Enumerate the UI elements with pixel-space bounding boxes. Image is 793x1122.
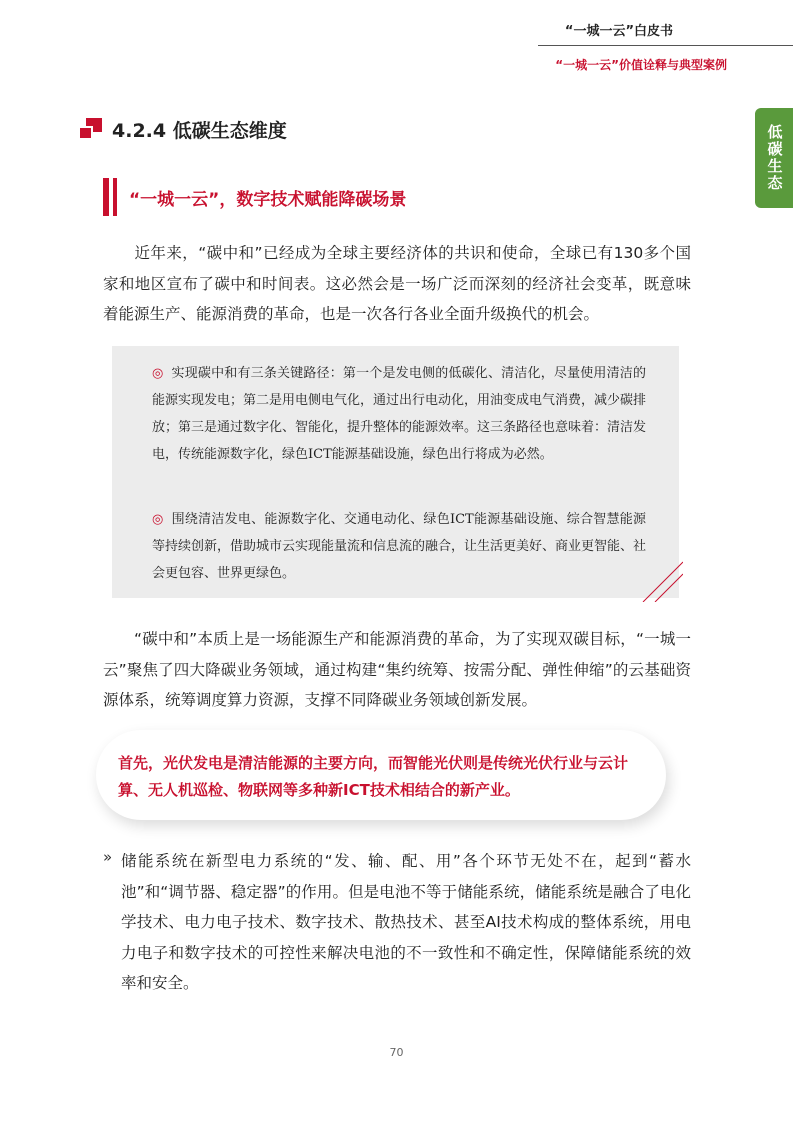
callout-item-1-text: 实现碳中和有三条关键路径：第一个是发电侧的低碳化、清洁化，尽量使用清洁的能源实现发电；第二是用电侧电气化，通过出行电动化，用油变成电气消费，减少碳排放；第三是通过数字化、智能化，提升整体的能源效率。这三条路径也意味着：清洁发电，传统能源数字化，绿色ICT能源基础设施，绿色出行将成为必然。 (152, 366, 647, 462)
header-title: “一城一云”白皮书 (564, 24, 673, 39)
header-subtitle: “一城一云”价值诠释与典型案例 (555, 58, 727, 72)
header-divider (538, 45, 793, 46)
corner-decoration-icon (639, 558, 683, 602)
bullet-circle-icon: ◎ (152, 366, 164, 381)
intro-paragraph (103, 238, 691, 330)
callout-item-1 (152, 360, 646, 468)
bullet-paragraph: 储能系统在新型电力系统的“发、输、配、用”各个环节无处不在，起到“蓄水池”和“调节器、稳定器”的作用。但是电池不等于储能系统，储能系统是融合了电化学技术、电力电子技术、数字技术、散热技术、甚至AI技术构成的整体系统，用电力电子和数字技术的可控性来解决电池的不一致性和不确定性，保障储能系统的效率和安全。 (121, 852, 691, 992)
chevron-bullet-icon: » (103, 848, 113, 866)
page-number: 70 (389, 1046, 404, 1059)
callout-item-2 (152, 506, 646, 587)
second-paragraph (103, 624, 691, 716)
intro-paragraph-text: 近年来，“碳中和”已经成为全球主要经济体的共识和使命，全球已有130多个国家和地区宣布了碳中和时间表。这必然会是一场广泛而深刻的经济社会变革，既意味着能源生产、能源消费的革命，也是一次各行各业全面升级换代的机会。 (103, 244, 691, 323)
callout-item-2-text: 围绕清洁发电、能源数字化、交通电动化、绿色ICT能源基础设施、综合智慧能源等持续创新，借助城市云实现能量流和信息流的融合，让生活更美好、商业更智能、社会更包容、世界更绿色。 (152, 512, 647, 581)
second-paragraph-text: “碳中和”本质上是一场能源生产和能源消费的革命，为了实现双碳目标，“一城一云”聚焦了四大降碳业务领域，通过构建“集约统筹、按需分配、弹性伸缩”的云基础资源体系，统筹调度算力资源，支撑不同降碳业务领域创新发展。 (103, 630, 691, 709)
subheading-bar-icon (103, 178, 109, 216)
side-tab-label: 低碳生态 (765, 124, 784, 192)
subheading-bar-icon-2 (113, 178, 117, 216)
section-title: 4.2.4 低碳生态维度 (112, 120, 287, 142)
section-squares-icon (78, 118, 106, 142)
chapter-side-tab (755, 108, 793, 208)
subsection-title: “一城一云”，数字技术赋能降碳场景 (129, 190, 407, 210)
bullet-circle-icon: ◎ (152, 512, 164, 527)
highlight-text: 首先，光伏发电是清洁能源的主要方向，而智能光伏则是传统光伏行业与云计算、无人机巡检、物联网等多种新ICT技术相结合的新产业。 (118, 754, 629, 799)
highlight-callout (96, 730, 666, 820)
callout-box (112, 346, 679, 598)
